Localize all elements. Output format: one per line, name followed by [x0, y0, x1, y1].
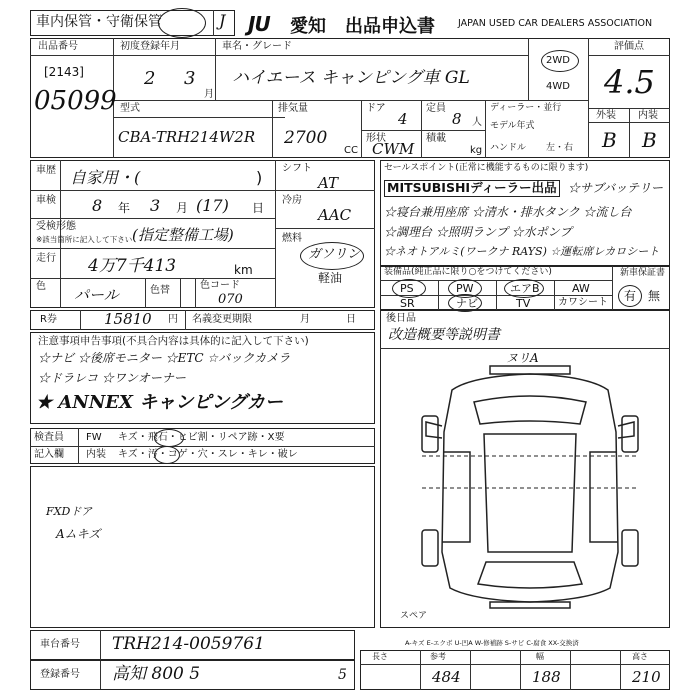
plate-label: 登録番号 [40, 669, 80, 680]
drive-4wd: 4WD [546, 81, 570, 92]
history-close: ) [256, 168, 263, 187]
notes-line-3: ★ ANNEX キャンピングカー [36, 392, 283, 413]
history-value: 自家用・( [70, 168, 141, 187]
plate-value: 高知 800 5 [112, 664, 201, 684]
storage-circle [158, 8, 206, 38]
mileage-value: 4万7千413 [88, 256, 177, 276]
lot-bracket-no: [2143] [44, 65, 84, 79]
lot-number: 05099 [34, 86, 117, 116]
equip-sr: SR [400, 297, 415, 310]
sales-line-2: ☆寝台兼用座席 ☆清水・排水タンク ☆流し台 [384, 205, 632, 219]
equip-airbag: エアB [510, 282, 540, 295]
cert-ref-label: 参考 [430, 652, 446, 661]
inspection-month: 3 [150, 196, 161, 215]
later-label: 後日品 [386, 313, 416, 324]
fuel-label: 燃料 [282, 233, 302, 244]
aircon-label: 冷房 [282, 195, 302, 206]
model-label: 型式 [120, 103, 140, 114]
cert-block [360, 650, 670, 690]
inspection-label: 車検 [36, 195, 56, 206]
shift-label: シフト [282, 163, 312, 174]
shape-label: 形状 [366, 133, 386, 144]
cert-length: 484 [432, 668, 461, 686]
equip-airbag-circle [504, 279, 544, 298]
fuel-diesel: 軽油 [318, 271, 343, 285]
check-inner: 内装 [86, 449, 106, 460]
displacement-label: 排気量 [278, 103, 308, 114]
rating-ext: B [602, 128, 617, 152]
later-value: 改造概要等説明書 [388, 327, 500, 343]
inspector-label: 検査員 [34, 432, 64, 443]
diagram-legend: A-キズ E-エクボ U-凹A W-修補跡 S-サビ C-腐食 XX-交換済 [405, 639, 579, 647]
spare-label: スペア [400, 611, 428, 621]
cert-height-label: 高さ [632, 652, 648, 661]
model-value: CBA-TRH214W2R [118, 128, 256, 146]
inspection-year: 8 [92, 196, 103, 215]
warranty-label: 新車保証書 [620, 268, 666, 278]
check-inner-items: キズ・汚・コゲ・穴・スレ・キレ・破レ [118, 449, 298, 460]
registration-label: 初度登録年月 [120, 41, 180, 52]
rating-ext-label: 外装 [596, 110, 616, 121]
lot-label: 出品番号 [38, 41, 78, 52]
load-label: 積載 [426, 133, 446, 144]
notes-line-2: ☆ドラレコ ☆ワンオーナー [38, 371, 186, 385]
displacement-unit: CC [344, 145, 358, 156]
fuel-gasoline-circle [300, 242, 364, 270]
rating-int-label: 内装 [638, 110, 658, 121]
equip-pw: PW [456, 282, 474, 295]
capacity-value: 8 [452, 110, 462, 128]
registration-month: 3 [184, 68, 196, 89]
inspection-year-unit: 年 [118, 201, 131, 215]
equip-kawaseat: カワシート [558, 297, 608, 308]
free-area [30, 466, 375, 628]
reception-note: ※該当箇所に記入して下さい [36, 235, 133, 244]
sales-label: セールスポイント(正常に機能するものに限ります) [384, 163, 589, 173]
dealer-label: ディーラー・並行 [490, 103, 562, 113]
page-title: 出品申込書 [345, 16, 435, 37]
capacity-unit: 人 [472, 117, 482, 128]
handle-options: 左・右 [546, 143, 574, 153]
recorder-label: 記入欄 [34, 449, 64, 460]
diagram-top-note: ヌリA [506, 351, 539, 365]
equip-tv: TV [516, 297, 531, 310]
color-value: パール [74, 286, 119, 304]
association-name: JAPAN USED CAR DEALERS ASSOCIATION [458, 18, 653, 29]
recycle-unit: 円 [168, 314, 178, 325]
notes-line-1: ☆ナビ ☆後席モニター ☆ETC ☆バックカメラ [38, 351, 291, 365]
vehicle-name: ハイエース キャンピング車 GL [232, 68, 470, 88]
warranty-yes: 有 [624, 289, 637, 303]
recycle-amount: 15810 [104, 310, 152, 328]
vehicle-label: 車名・グレード [222, 41, 292, 52]
equip-navi: ナビ [456, 297, 478, 310]
fuel-gasoline: ガソリン [308, 247, 361, 262]
cert-length-label: 長さ [372, 652, 388, 661]
color-code-label: 色コード [200, 280, 240, 291]
drive-2wd-circle [541, 50, 579, 72]
color-code: 070 [218, 292, 243, 307]
history-label: 車歴 [36, 165, 56, 176]
cert-height: 210 [632, 668, 661, 686]
color-replace-label: 色替 [150, 285, 170, 296]
color-label: 色 [36, 281, 46, 292]
reception-label: 受検形態 [36, 221, 76, 232]
doors-label: ドア [366, 103, 386, 114]
check-fw-items: キズ・飛石・ヒビ割・リペア跡・X要 [118, 432, 285, 443]
drive-2wd: 2WD [546, 55, 570, 66]
car-diagram [412, 362, 648, 612]
j-mark: J [219, 11, 226, 30]
model-year-label: モデル年式 [490, 121, 535, 131]
mileage-label: 走行 [36, 253, 56, 264]
equipment-label: 装備品(純正品に限り○をつけてください) [384, 267, 552, 277]
aircon-value: AAC [318, 206, 352, 224]
rating-value: 4.5 [604, 63, 655, 101]
load-unit: kg [470, 145, 483, 156]
diagram-note-1: FXDドア [46, 505, 92, 518]
check-chip-circle [154, 429, 184, 447]
inspection-day: (17) [196, 196, 229, 215]
sales-line-3: ☆調理台 ☆照明ランプ ☆水ポンプ [384, 225, 572, 239]
equip-aw: AW [572, 282, 590, 295]
shape-value: CWM [372, 140, 415, 158]
chassis-value: TRH214-0059761 [112, 634, 265, 654]
org-name: 愛知 [290, 16, 326, 37]
rating-label: 評価点 [614, 41, 644, 52]
equip-ps: PS [400, 282, 414, 295]
mileage-unit: km [234, 263, 253, 277]
sales-dealer: MITSUBISHIディーラー出品 [384, 180, 560, 197]
registration-month-unit: 月 [204, 89, 214, 100]
reception-value: (指定整備工場) [132, 226, 234, 244]
chassis-label: 車台番号 [40, 639, 80, 650]
nameplate-label: 名義変更期限 [192, 314, 252, 325]
warranty-yes-circle [618, 285, 642, 307]
sales-line-1: ☆サブバッテリー [568, 181, 664, 195]
inspection-day-unit: 日 [252, 201, 265, 215]
sales-line-4: ☆ネオトアルミ(ワークナ RAYS) ☆運転席レカロシート [384, 245, 660, 258]
plate-suffix: 5 [338, 667, 347, 683]
rating-int: B [642, 128, 657, 152]
ju-logo: JU [248, 12, 270, 36]
inspection-month-unit: 月 [176, 201, 189, 215]
check-fw: FW [86, 432, 102, 443]
capacity-label: 定員 [426, 103, 446, 114]
equip-ps-circle [392, 279, 426, 298]
doors-value: 4 [398, 110, 408, 128]
nameplate-month: 月 [300, 314, 310, 325]
check-stain-circle [154, 446, 180, 464]
storage-label: 車内保管・守衛保管 [36, 14, 162, 30]
recycle-label: R券 [40, 314, 57, 325]
nameplate-day: 日 [346, 314, 356, 325]
registration-year: 2 [144, 68, 156, 89]
cert-width-label: 幅 [536, 652, 544, 661]
notes-label: 注意事項申告事項(不具合内容は具体的に記入して下さい) [38, 335, 309, 347]
displacement-value: 2700 [284, 128, 328, 148]
diagram-note-2: Aムキズ [56, 527, 101, 541]
warranty-no: 無 [648, 289, 661, 303]
cert-width: 188 [532, 668, 561, 686]
handle-label: ハンドル [490, 143, 527, 153]
shift-value: AT [318, 174, 339, 192]
